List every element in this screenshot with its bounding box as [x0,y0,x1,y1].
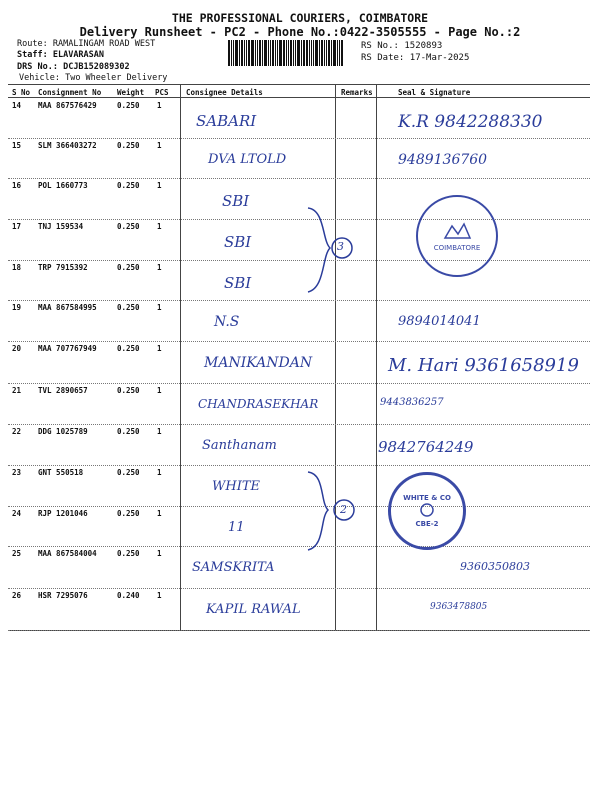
row-consignment-no: TRP 7915392 [38,263,88,272]
route-line [17,39,155,49]
barcode-bar [311,40,312,66]
row-consignment-no: MAA 707767949 [38,344,97,353]
row-signature-handwriting: K.R 9842288330 [398,112,543,132]
row-consignee-handwriting: WHITE [212,479,260,494]
row-sno: 18 [12,263,22,272]
col-pcs: PCS [155,88,169,97]
row-consignment-no: DDG 1025789 [38,427,88,436]
vehicle-line [19,73,167,83]
barcode-bar [275,40,276,66]
col-weight: Weight [117,88,145,97]
barcode-bar [231,40,232,66]
row-divider [8,178,590,179]
row-consignee-handwriting: SBI [222,192,250,210]
col-consignee: Consignee Details [186,88,263,97]
col-seal: Seal & Signature [398,88,471,97]
barcode-bar [270,40,271,66]
row-divider [8,630,590,631]
company-title: THE PROFESSIONAL COURIERS, COIMBATORE [171,11,429,25]
vehicle-label: Vehicle: [19,73,60,83]
row-weight: 0.250 [117,263,140,272]
row-pcs: 1 [157,303,162,312]
row-pcs: 1 [157,427,162,436]
row-sno: 20 [12,344,22,353]
row-signature-handwriting: 9363478805 [430,602,488,612]
row-consignment-no: POL 1660773 [38,181,88,190]
row-weight: 0.250 [117,344,140,353]
barcode-bar [257,40,258,66]
row-weight: 0.250 [117,386,140,395]
barcode-bar [241,40,243,66]
rs-date-label: RS Date: [361,53,405,63]
row-consignee-handwriting: DVA LTOLD [208,152,287,167]
staff-line [17,50,104,60]
row-weight: 0.250 [117,141,140,150]
row-pcs: 1 [157,181,162,190]
table-top-rule [8,84,590,85]
bracket-count-2: 2 [340,503,347,516]
sbi-seal-stamp [416,195,498,277]
barcode-bar [233,40,234,66]
barcode-bar [331,40,332,66]
barcode-bar [315,40,318,66]
row-divider [8,219,590,220]
barcode-bar [268,40,269,66]
row-signature-handwriting: 9443836257 [380,397,444,408]
row-sno: 17 [12,222,22,231]
barcode-bar [259,40,261,66]
drs-label: DRS No.: [17,62,58,72]
row-consignee-handwriting: CHANDRASEKHAR [198,397,319,411]
row-weight: 0.250 [117,222,140,231]
row-consignee-handwriting: Santhanam [202,438,277,453]
row-consignment-no: RJP 1201046 [38,509,88,518]
drs-value: DCJB152089302 [63,62,130,72]
barcode-bar [255,40,256,66]
row-consignment-no: MAA 867576429 [38,101,97,110]
barcode-bar [272,40,274,66]
row-divider [8,383,590,384]
barcode-bar [286,40,287,66]
bracket-rows-16-18 [300,200,360,300]
barcode-bar [228,40,230,66]
row-weight: 0.250 [117,181,140,190]
row-divider [8,300,590,301]
row-consignee-handwriting: SAMSKRITA [192,560,275,575]
barcode-bar [297,40,300,66]
row-divider [8,138,590,139]
row-consignee-handwriting: SBI [224,274,252,292]
white-and-co-stamp [388,472,466,550]
row-signature-handwriting: 9489136760 [398,152,488,168]
barcode-bar [288,40,289,66]
barcode-bar [293,40,294,66]
barcode-bar [295,40,296,66]
barcode-bar [321,40,323,66]
row-consignee-handwriting: MANIKANDAN [204,355,313,371]
row-sno: 23 [12,468,22,477]
barcode-bar [239,40,240,66]
rs-no-value: 1520893 [404,41,443,51]
barcode-bar [324,40,325,66]
col-remarks: Remarks [341,88,373,97]
row-divider [8,424,590,425]
row-sno: 26 [12,591,22,600]
rs-date-value: 17-Mar-2025 [409,53,470,63]
row-consignee-handwriting: SBI [224,233,252,251]
barcode-bar [301,40,302,66]
barcode-bar [246,40,247,66]
barcode-bar [306,40,308,66]
row-signature-handwriting: 9842764249 [378,438,474,456]
row-pcs: 1 [157,549,162,558]
barcode-bar [339,40,340,66]
row-sno: 19 [12,303,22,312]
staff-label: Staff: [17,50,48,60]
row-signature-handwriting: M. Hari 9361658919 [388,355,579,376]
column-divider-consignee [180,84,181,630]
barcode-bar [264,40,267,66]
row-weight: 0.250 [117,427,140,436]
row-pcs: 1 [157,509,162,518]
row-weight: 0.250 [117,509,140,518]
barcode-bar [333,40,336,66]
row-signature-handwriting: 9360350803 [460,560,530,573]
row-pcs: 1 [157,468,162,477]
barcode-bar [328,40,330,66]
column-divider-seal [376,84,377,630]
route-value: RAMALINGAM ROAD WEST [52,39,156,49]
row-pcs: 1 [157,386,162,395]
vehicle-value: Two Wheeler Delivery [65,73,168,83]
row-sno: 25 [12,549,22,558]
stamp-logo-icon [416,502,438,518]
row-consignment-no: TVL 2890657 [38,386,88,395]
bracket-rows-23-24 [300,466,360,556]
row-weight: 0.240 [117,591,140,600]
row-pcs: 1 [157,263,162,272]
white-stamp-sub: CBE-2 [415,520,439,528]
row-divider [8,341,590,342]
rs-no-label: RS No.: [361,41,399,51]
row-pcs: 1 [157,101,162,110]
row-weight: 0.250 [117,101,140,110]
route-label: Route: [17,39,48,49]
barcode-bar [341,40,343,66]
white-stamp-text: WHITE & CO [403,494,451,502]
barcode-bar [244,40,245,66]
row-sno: 14 [12,101,22,110]
row-sno: 21 [12,386,22,395]
row-signature-handwriting: 9894014041 [398,314,481,329]
row-consignee-handwriting: 11 [228,520,245,535]
barcode-bar [337,40,338,66]
barcode-bar [290,40,292,66]
table-header-rule [8,97,590,98]
barcode [228,40,353,66]
barcode-bar [251,40,254,66]
row-divider [8,588,590,589]
row-sno: 24 [12,509,22,518]
barcode-bar [319,40,320,66]
barcode-bar [309,40,310,66]
row-weight: 0.250 [117,549,140,558]
row-pcs: 1 [157,222,162,231]
runsheet-title: Delivery Runsheet - PC2 - Phone No.:0422-3505555 - Page No.:2 [79,25,521,39]
barcode-bar [313,40,314,66]
seal-emblem-icon [442,220,472,242]
barcode-bar [283,40,285,66]
barcode-bar [262,40,263,66]
row-consignment-no: TNJ 159534 [38,222,84,231]
row-divider [8,260,590,261]
barcode-bar [326,40,327,66]
staff-value: ELAVARASAN [52,50,105,60]
row-consignment-no: MAA 867584995 [38,303,97,312]
row-consignment-no: MAA 867584004 [38,549,97,558]
row-sno: 22 [12,427,22,436]
barcode-bar [303,40,305,66]
barcode-bar [277,40,278,66]
drs-line [17,62,130,72]
barcode-bar [235,40,238,66]
col-consignment: Consignment No [38,88,102,97]
row-sno: 16 [12,181,22,190]
sbi-stamp-text: COIMBATORE [433,244,481,252]
row-divider [8,506,590,507]
row-pcs: 1 [157,344,162,353]
bracket-count-1: 3 [337,240,344,253]
row-consignment-no: GNT 550518 [38,468,84,477]
rs-no-line [361,41,442,51]
barcode-bar [248,40,250,66]
barcode-bar [279,40,282,66]
row-pcs: 1 [157,141,162,150]
row-divider [8,546,590,547]
row-pcs: 1 [157,591,162,600]
row-consignment-no: HSR 7295076 [38,591,88,600]
row-consignee-handwriting: N.S [214,314,240,330]
row-divider [8,465,590,466]
row-consignment-no: SLM 366403272 [38,141,97,150]
col-sno: S No [12,88,31,97]
row-sno: 15 [12,141,22,150]
row-weight: 0.250 [117,303,140,312]
row-weight: 0.250 [117,468,140,477]
row-consignee-handwriting: KAPIL RAWAL [206,602,301,617]
rs-date-line [361,53,469,63]
row-consignee-handwriting: SABARI [196,112,257,130]
